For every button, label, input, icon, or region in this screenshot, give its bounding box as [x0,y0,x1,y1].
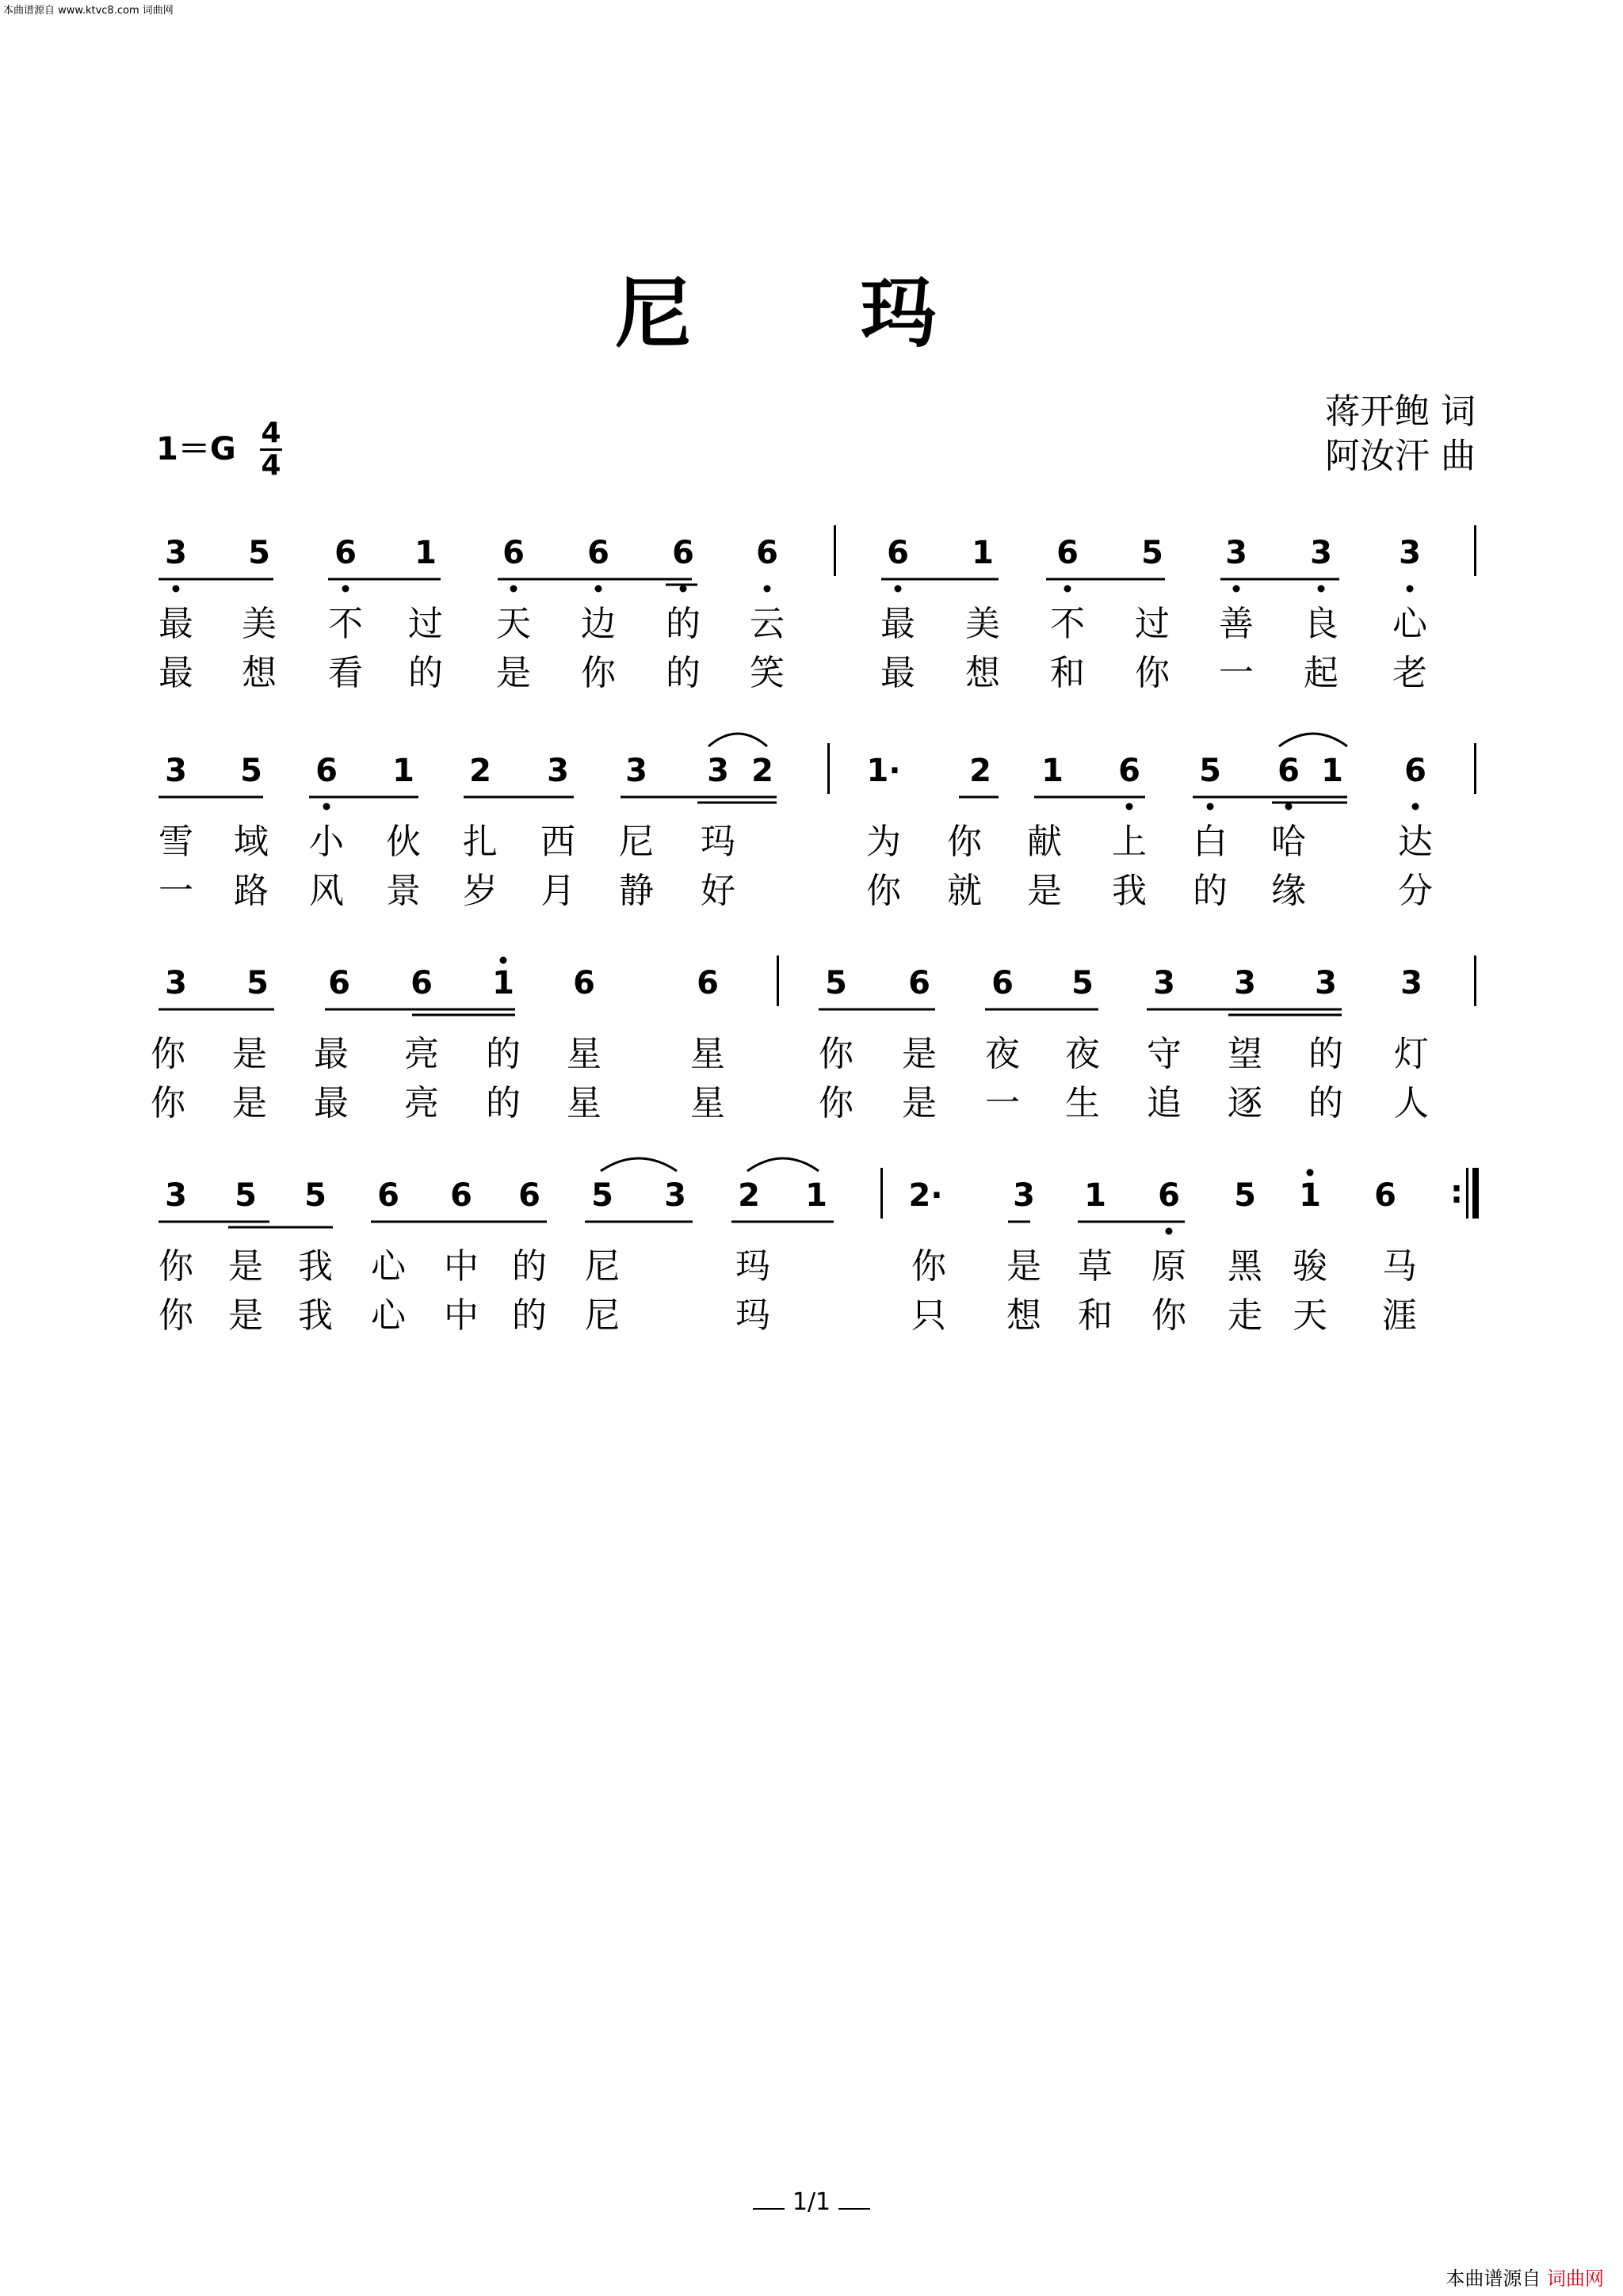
note: 6 [991,965,1014,1001]
note: 5 [1234,1177,1256,1214]
footer-source-brand: 词曲网 [1547,2267,1604,2290]
lyric-verse-2: 中 [444,1295,479,1336]
lyric-verse-2: 就 [947,871,982,911]
lyric-verse-1: 灯 [1394,1034,1429,1074]
lyric-verse-2: 路 [234,871,269,911]
lyric-verse-2: 是 [1027,871,1062,911]
lyric-verse-2: 星 [567,1083,601,1123]
note: 6 [887,535,909,571]
slur [708,734,767,746]
lyric-verse-1: 天 [496,604,531,644]
lyric-verse-2: 一 [1219,653,1254,693]
lyric-verse-1: 良 [1304,604,1338,644]
lyric-verse-2: 是 [496,653,531,693]
lyric-verse-2: 月 [540,871,575,911]
lyric-verse-1: 守 [1147,1034,1182,1074]
barline [880,1168,883,1219]
barline [777,955,779,1006]
note: 5 [240,753,262,789]
note: 6 [450,1177,472,1214]
note: 1 [492,965,514,1001]
note: 1· [866,753,901,789]
slur [1279,734,1347,746]
lyric-verse-2: 好 [701,871,735,911]
lyric-verse-1: 黑 [1228,1246,1262,1287]
lyric-verse-2: 的 [1193,871,1228,911]
credits [1325,390,1476,479]
lyric-verse-2: 玛 [735,1295,770,1336]
barline [834,525,836,576]
note: 1 [1041,753,1064,789]
lyric-verse-1: 草 [1078,1246,1113,1287]
lyric-verse-1: 玛 [701,822,735,862]
note: 3 [547,753,569,789]
note: 3 [1399,535,1421,571]
note: 3 [664,1177,686,1214]
note: 1 [392,753,414,789]
barline [827,743,830,794]
lyric-verse-2: 想 [1006,1295,1041,1336]
lyric-verse-1: 玛 [735,1246,770,1287]
lyric-verse-1: 你 [947,822,982,862]
lyric-verse-2: 你 [158,1295,193,1336]
note: 5 [235,1177,257,1214]
lyric-verse-2: 尼 [585,1295,620,1336]
lyric-verse-2: 你 [151,1083,185,1123]
note: 6 [1277,753,1300,789]
note: 3 [165,1177,187,1214]
lyric-verse-2: 你 [819,1083,854,1123]
note: 6 [377,1177,399,1214]
note: 2 [969,753,991,789]
lyric-verse-1: 夜 [985,1034,1020,1074]
lyric-verse-2: 涯 [1382,1295,1417,1336]
lyric-verse-1: 雪 [158,822,193,862]
lyric-verse-2: 走 [1228,1295,1262,1336]
composer-credit: 阿汝汗 曲 [1325,436,1476,476]
lyric-verse-2: 景 [386,871,421,911]
octave-dot-below [1166,1228,1173,1235]
lyric-verse-2: 起 [1304,653,1338,693]
octave-dot-above [1307,1169,1314,1177]
note: 6 [411,965,433,1001]
note: 5 [825,965,847,1001]
note: 6 [315,753,338,789]
lyric-verse-2: 你 [1135,653,1170,693]
lyric-verse-2: 静 [619,871,654,911]
slur [747,1158,819,1171]
note: 3 [1315,965,1337,1001]
lyric-verse-1: 边 [581,604,616,644]
time-signature-top: 4 [261,417,281,449]
octave-dot-below [323,803,330,810]
lyric-verse-2: 星 [690,1083,725,1123]
note: 5 [304,1177,327,1214]
note: 6 [1158,1177,1180,1214]
lyric-verse-2: 是 [902,1083,937,1123]
lyric-verse-2: 我 [1112,871,1147,911]
lyric-verse-1: 夜 [1065,1034,1100,1074]
octave-dot-below [1207,803,1214,810]
note: 3 [165,753,187,789]
lyric-verse-2: 最 [880,653,915,693]
lyric-verse-1: 是 [228,1246,263,1287]
lyric-verse-1: 你 [158,1246,193,1287]
repeat-sign: : [1450,1174,1463,1211]
barline [1474,743,1476,794]
lyric-verse-2: 生 [1065,1083,1100,1123]
lyric-verse-1: 域 [234,822,269,862]
time-signature-bottom: 4 [261,449,281,482]
lyricist-credit: 蒋开鲍 词 [1325,391,1476,432]
lyric-verse-1: 云 [750,604,785,644]
note: 6 [908,965,930,1001]
footer-source-prefix: 本曲谱源自 [1445,2267,1541,2290]
lyric-verse-1: 献 [1027,822,1062,862]
lyric-verse-1: 星 [690,1034,725,1074]
footer-source [1445,2263,1604,2290]
lyric-verse-1: 为 [866,822,901,862]
octave-dot-below [510,585,517,593]
song-title: 尼 玛 [615,269,1008,358]
barline [1474,525,1476,576]
page-number [0,2188,1623,2216]
note: 6 [1404,753,1426,789]
note: 3 [165,535,187,571]
lyric-verse-2: 一 [158,871,193,911]
octave-dot-below [1285,803,1293,810]
lyric-verse-2: 想 [242,653,277,693]
barline [1466,1168,1468,1219]
lyric-verse-2: 你 [581,653,616,693]
lyric-verse-1: 心 [1392,604,1427,644]
barline-thick [1472,1168,1479,1219]
note: 3 [1013,1177,1035,1214]
lyric-verse-1: 是 [232,1034,267,1074]
note: 6 [1056,535,1079,571]
octave-dot-below [1233,585,1240,593]
lyric-verse-2: 的 [512,1295,547,1336]
note: 5 [1199,753,1221,789]
note: 2 [738,1177,760,1214]
note: 5 [248,535,270,571]
lyric-verse-1: 原 [1151,1246,1186,1287]
lyric-verse-1: 你 [151,1034,185,1074]
lyric-verse-2: 看 [328,653,363,693]
lyric-verse-2: 风 [309,871,344,911]
barline [1474,955,1476,1006]
lyric-verse-2: 的 [486,1083,521,1123]
note: 3 [625,753,647,789]
note: 2 [751,753,773,789]
lyric-verse-2: 缘 [1271,871,1306,911]
note: 1 [414,535,437,571]
lyric-verse-2: 是 [228,1295,263,1336]
note: 6 [334,535,357,571]
note: 6 [697,965,719,1001]
lyric-verse-2: 想 [965,653,1000,693]
header-source-text: 本曲谱源自 www.ktvc8.com 词曲网 [3,5,174,17]
lyric-verse-1: 的 [1308,1034,1343,1074]
note: 5 [591,1177,613,1214]
note: 6 [328,965,350,1001]
time-signature [260,418,282,481]
note: 3 [165,965,187,1001]
key-signature: 1＝G [156,431,236,467]
lyric-verse-2: 追 [1147,1083,1182,1123]
note: 3 [1400,965,1423,1001]
lyric-verse-2: 的 [666,653,701,693]
lyric-verse-2: 分 [1398,871,1433,911]
lyric-verse-1: 是 [1006,1246,1041,1287]
note: 6 [1374,1177,1396,1214]
lyric-verse-1: 小 [309,822,344,862]
lyric-verse-1: 善 [1219,604,1254,644]
lyric-verse-2: 和 [1078,1295,1113,1336]
lyric-verse-1: 的 [486,1034,521,1074]
lyric-verse-2: 一 [985,1083,1020,1123]
lyric-verse-1: 亮 [404,1034,439,1074]
note: 6 [587,535,609,571]
note: 5 [1141,535,1163,571]
octave-dot-below [173,585,180,593]
lyric-verse-1: 达 [1398,822,1433,862]
lyric-verse-1: 扎 [463,822,498,862]
lyric-verse-1: 过 [408,604,443,644]
octave-dot-below [764,585,771,593]
lyric-verse-1: 上 [1112,822,1147,862]
lyric-verse-2: 最 [158,653,193,693]
lyric-verse-2: 笑 [750,653,785,693]
lyric-verse-1: 尼 [585,1246,620,1287]
lyric-verse-1: 的 [666,604,701,644]
note: 1 [1084,1177,1106,1214]
note: 1 [1321,753,1343,789]
note: 1 [805,1177,827,1214]
lyric-verse-2: 最 [314,1083,349,1123]
lyric-verse-2: 心 [371,1295,406,1336]
note: 6 [573,965,595,1001]
note: 3 [1234,965,1256,1001]
lyric-verse-1: 伙 [386,822,421,862]
lyric-verse-2: 我 [298,1295,333,1336]
lyric-verse-2: 亮 [404,1083,439,1123]
lyric-verse-1: 最 [880,604,915,644]
octave-dot-above [500,957,507,964]
lyric-verse-2: 天 [1293,1295,1327,1336]
lyric-verse-1: 美 [242,604,277,644]
lyric-verse-1: 过 [1135,604,1170,644]
note: 6 [518,1177,540,1214]
lyric-verse-1: 不 [1050,604,1085,644]
lyric-verse-1: 我 [298,1246,333,1287]
lyric-verse-1: 西 [540,822,575,862]
lyric-verse-2: 你 [866,871,901,911]
lyric-verse-2: 老 [1392,653,1427,693]
lyric-verse-2: 只 [911,1295,946,1336]
lyric-verse-2: 是 [232,1083,267,1123]
lyric-verse-1: 尼 [619,822,654,862]
note: 6 [672,535,694,571]
lyric-verse-1: 心 [371,1246,406,1287]
lyric-verse-1: 的 [512,1246,547,1287]
note: 3 [1310,535,1332,571]
lyric-verse-2: 和 [1050,653,1085,693]
note: 3 [1153,965,1175,1001]
octave-dot-below [680,585,687,593]
lyric-verse-1: 你 [819,1034,854,1074]
lyric-verse-1: 最 [158,604,193,644]
lyric-verse-1: 白 [1193,822,1228,862]
lyric-verse-2: 岁 [463,871,498,911]
lyric-verse-1: 最 [314,1034,349,1074]
note: 2· [908,1177,943,1214]
note: 3 [1225,535,1247,571]
octave-dot-below [1126,803,1133,810]
octave-dot-below [595,585,602,593]
lyric-verse-1: 星 [567,1034,601,1074]
lyric-verse-1: 望 [1228,1034,1262,1074]
note: 1 [972,535,994,571]
note: 3 [707,753,729,789]
octave-dot-below [342,585,349,593]
note: 6 [756,535,778,571]
lyric-verse-1: 骏 [1293,1246,1327,1287]
lyric-verse-1: 你 [911,1246,946,1287]
lyric-verse-1: 是 [902,1034,937,1074]
lyric-verse-2: 的 [1308,1083,1343,1123]
note: 2 [469,753,491,789]
note: 1 [1299,1177,1321,1214]
lyric-verse-1: 中 [444,1246,479,1287]
octave-dot-below [1412,803,1419,810]
octave-dot-below [1407,585,1414,593]
lyric-verse-2: 逐 [1228,1083,1262,1123]
page-number-text: 1/1 [792,2188,831,2216]
lyric-verse-1: 美 [965,604,1000,644]
lyric-verse-1: 马 [1382,1246,1417,1287]
octave-dot-below [895,585,902,593]
note: 6 [1118,753,1140,789]
octave-dot-below [1318,585,1325,593]
lyric-verse-1: 哈 [1271,822,1306,862]
lyric-verse-2: 人 [1394,1083,1429,1123]
lyric-verse-2: 你 [1151,1295,1186,1336]
note: 5 [1071,965,1094,1001]
lyric-verse-1: 不 [328,604,363,644]
octave-dot-below [1064,585,1071,593]
lyric-verse-2: 的 [408,653,443,693]
note: 5 [246,965,269,1001]
note: 6 [502,535,525,571]
slur [601,1158,677,1171]
